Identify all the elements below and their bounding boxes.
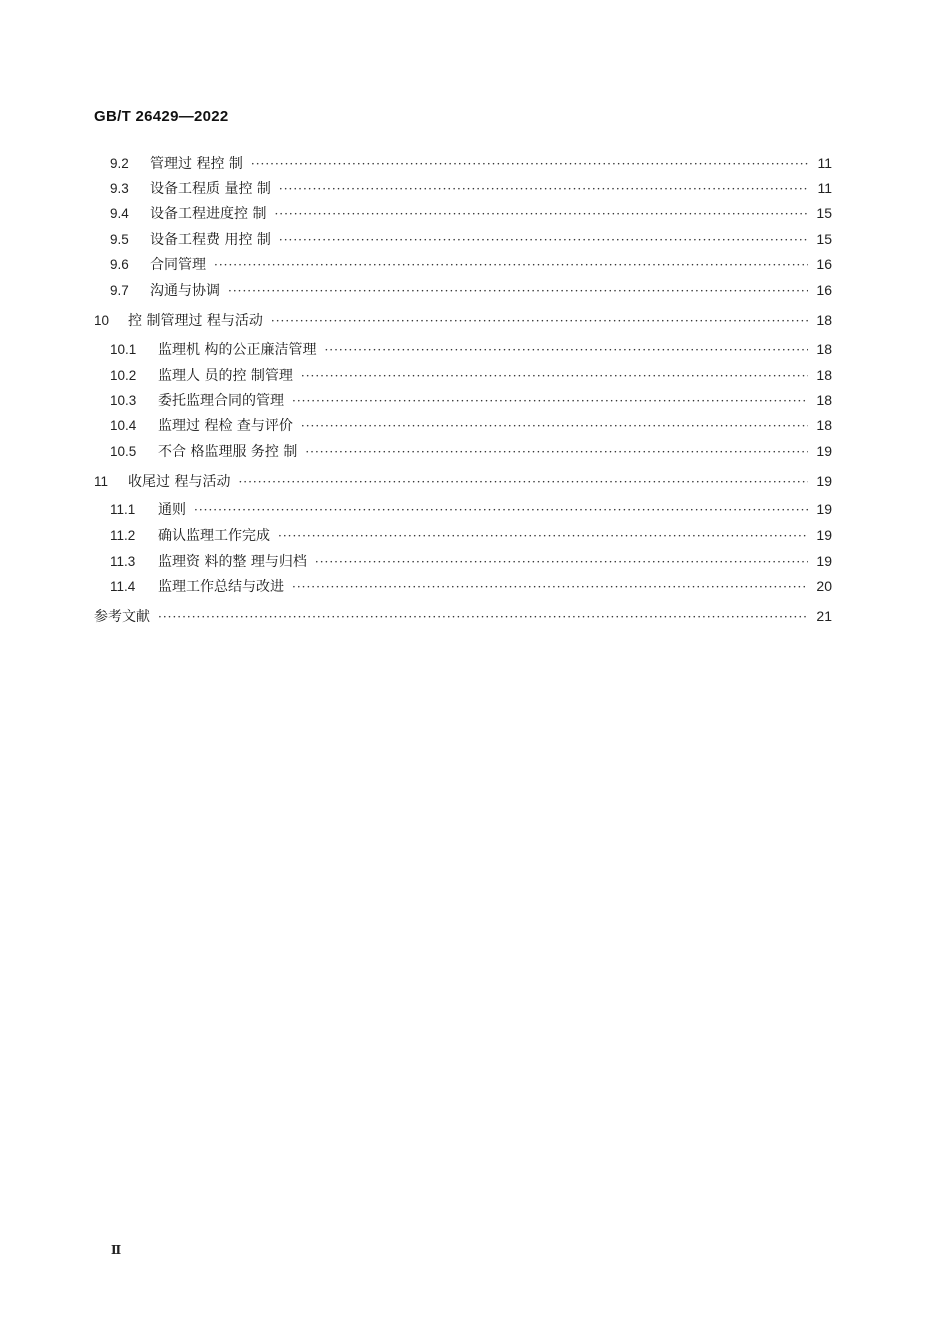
toc-entry-number: 11.3: [110, 554, 136, 569]
toc-entry-title: 通则: [158, 502, 186, 518]
toc-entry-number: 11.2: [110, 528, 136, 543]
toc-leader-dots: [315, 552, 808, 572]
toc-entry-number: 10: [94, 313, 110, 328]
toc-entry-page: 19: [816, 553, 832, 569]
toc-entry-11-1[interactable]: [110, 499, 832, 519]
toc-entry-9-7[interactable]: [110, 280, 832, 300]
toc-entry-9-3[interactable]: [110, 178, 832, 198]
toc-entry-title: 合同管理: [150, 257, 206, 273]
toc-entry-page: 18: [816, 341, 832, 357]
toc-entry-title: 监理机 构的公正廉洁管理: [158, 342, 317, 358]
toc-entry-title: 监理过 程检 查与评价: [158, 418, 293, 434]
toc-entry-title: 收尾过 程与活动: [128, 474, 231, 490]
toc-leader-dots: [271, 311, 808, 331]
toc-leader-dots: [301, 416, 808, 436]
toc-entry-title: 设备工程质 量控 制: [150, 181, 271, 197]
toc-entry-11-4[interactable]: [110, 576, 832, 596]
toc-entry-10-1[interactable]: [110, 339, 832, 359]
toc-leader-dots: [278, 526, 808, 546]
toc-entry-9-2[interactable]: [110, 153, 832, 173]
toc-entry-title: 监理人 员的控 制管理: [158, 368, 293, 384]
toc-entry-title: 参考文献: [94, 609, 150, 625]
toc-entry-number: 11.1: [110, 502, 136, 517]
toc-entry-number: 10.3: [110, 393, 137, 408]
toc-entry-title: 管理过 程控 制: [150, 156, 243, 172]
toc-entry-10[interactable]: [94, 310, 832, 330]
toc-entry-page: 18: [816, 312, 832, 328]
toc-entry-page: 18: [816, 417, 832, 433]
toc-entry-references[interactable]: [94, 606, 832, 626]
toc-entry-9-6[interactable]: [110, 254, 832, 274]
toc-entry-10-3[interactable]: [110, 390, 832, 410]
toc-entry-title: 不合 格监理服 务控 制: [158, 444, 298, 460]
toc-entry-number: 9.7: [110, 283, 129, 298]
toc-entry-page: 18: [816, 367, 832, 383]
toc-entry-9-4[interactable]: [110, 203, 832, 223]
toc-leader-dots: [301, 366, 808, 386]
toc-entry-page: 16: [816, 256, 832, 272]
toc-entry-number: 11: [94, 474, 109, 489]
toc-entry-page: 16: [816, 282, 832, 298]
toc-entry-9-5[interactable]: [110, 229, 832, 249]
toc-entry-page: 20: [816, 578, 832, 594]
toc-entry-page: 21: [816, 608, 832, 624]
toc-entry-number: 11.4: [110, 579, 136, 594]
toc-leader-dots: [214, 255, 808, 275]
toc-entry-title: 委托监理合同的管理: [158, 393, 284, 409]
toc-entry-number: 9.2: [110, 156, 129, 171]
toc-leader-dots: [279, 230, 808, 250]
toc-leader-dots: [305, 442, 808, 462]
toc-entry-11-2[interactable]: [110, 525, 832, 545]
toc-leader-dots: [274, 204, 808, 224]
toc-entry-page: 19: [816, 473, 832, 489]
toc-leader-dots: [228, 281, 808, 301]
toc-entry-title: 设备工程进度控 制: [150, 206, 267, 222]
toc-entry-title: 确认监理工作完成: [158, 528, 270, 544]
toc-entry-10-4[interactable]: [110, 415, 832, 435]
toc-entry-title: 监理资 料的整 理与归档: [158, 554, 307, 570]
toc-leader-dots: [292, 577, 808, 597]
page-number-footer: Ⅱ: [111, 1243, 122, 1257]
toc-entry-page: 15: [816, 205, 832, 221]
toc-entry-11-3[interactable]: [110, 551, 832, 571]
toc-entry-number: 9.4: [110, 206, 129, 221]
toc-leader-dots: [292, 391, 808, 411]
toc-entry-page: 19: [816, 501, 832, 517]
toc-entry-number: 10.5: [110, 444, 137, 459]
toc-entry-page: 11: [817, 155, 832, 171]
toc-entry-number: 9.6: [110, 257, 129, 272]
toc-entry-title: 设备工程费 用控 制: [150, 232, 271, 248]
toc-entry-title: 控 制管理过 程与活动: [128, 313, 263, 329]
toc-leader-dots: [324, 340, 808, 360]
toc-leader-dots: [194, 500, 808, 520]
toc-entry-page: 19: [816, 443, 832, 459]
toc-entry-11[interactable]: [94, 471, 832, 491]
toc-entry-number: 9.5: [110, 232, 129, 247]
toc-entry-10-2[interactable]: [110, 365, 832, 385]
toc-entry-page: 18: [816, 392, 832, 408]
toc-leader-dots: [238, 472, 808, 492]
toc-entry-10-5[interactable]: [110, 441, 832, 461]
standard-code-header: GB/T 26429—2022: [94, 108, 229, 125]
toc-entry-number: 10.4: [110, 418, 137, 433]
toc-entry-title: 监理工作总结与改进: [158, 579, 284, 595]
toc-entry-page: 19: [816, 527, 832, 543]
toc-entry-page: 15: [816, 231, 832, 247]
toc-entry-number: 10.2: [110, 368, 137, 383]
toc-entry-number: 9.3: [110, 181, 129, 196]
toc-entry-page: 11: [817, 180, 832, 196]
toc-leader-dots: [158, 607, 808, 627]
toc-leader-dots: [279, 179, 808, 199]
toc-entry-title: 沟通与协调: [150, 283, 220, 299]
toc-leader-dots: [251, 154, 808, 174]
toc-entry-number: 10.1: [110, 342, 137, 357]
